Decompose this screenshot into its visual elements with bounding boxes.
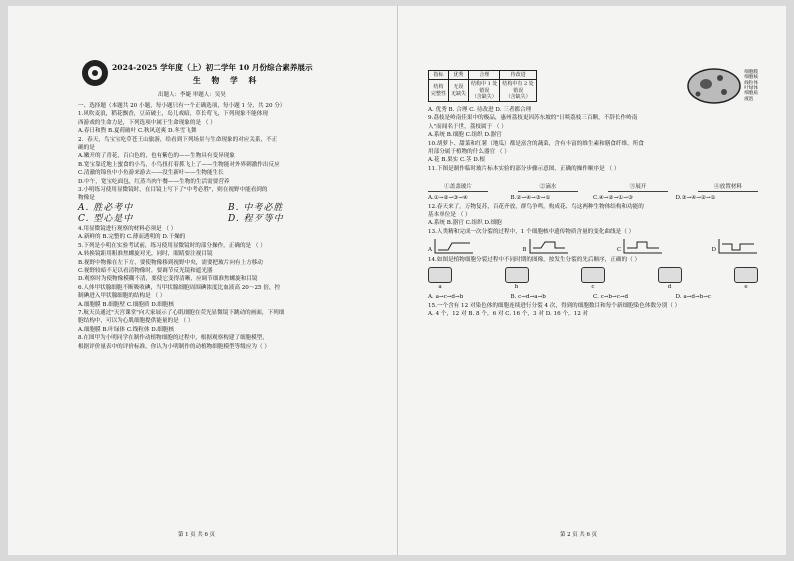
exam-staff: 出题人：李婕 审题人：吴昊	[158, 92, 226, 98]
text-line: 11.下图是制作临时玻片标本实验的部分步骤示意图，正确的操作顺序是 （ ）	[428, 165, 620, 172]
text-line: 西游戏的生命力是，下列选项中属于生命现象的是 （ ）	[78, 119, 216, 126]
text-line: 人"而闻名于世，荔枝属于 （ ）	[428, 123, 507, 130]
page-divider	[397, 6, 398, 555]
q8-figure	[428, 66, 758, 106]
graph-label: D	[711, 246, 716, 253]
table-cell: 结构中 1 处 错误 （含缺失）	[469, 80, 500, 102]
cell-image-icon	[581, 267, 605, 283]
curve-graph-icon	[529, 238, 569, 254]
text-line: 用部分属于植物的什么器官 （ ）	[428, 149, 510, 156]
page-two-questions	[428, 66, 758, 318]
text-line: A.花 B.果实 C.茎 D.根	[428, 157, 485, 164]
text-line: A.细胞膜 B.叶绿体 C.线粒体 D.细胞核	[78, 326, 175, 333]
text-line: 9.荔枝是岭南佳果中的极品，惠州荔枝更因苏东坡的"日啖荔枝三百颗，不辞长作岭南	[428, 115, 638, 122]
step-label: ①盖盖玻片	[444, 183, 472, 190]
cell-image-icon	[658, 267, 682, 283]
option: D. 程歹等中	[228, 213, 284, 224]
text-line: 基本单位是 （ ）	[428, 212, 471, 219]
step-figure	[698, 175, 758, 192]
cell-stage-label: b	[514, 283, 519, 290]
curve-graph-icon	[434, 238, 474, 254]
option: D. a→d→b→c	[675, 294, 712, 301]
text-line: A.细胞膜 B.细胞壁 C.细胞质 D.细胞核	[78, 301, 175, 308]
graph-option	[522, 238, 568, 254]
page-footer: 第 2 页 共 6 页	[560, 531, 597, 538]
text-line: 确的是	[78, 145, 95, 152]
text-line: A. 优秀 B. 合理 C. 待改进 D. 三者都合理	[428, 107, 532, 113]
table-cell: 结构中有 2 处 错误 （含缺失）	[500, 80, 536, 102]
cell-stage	[428, 267, 452, 291]
text-line: 制碘进入甲状腺细胞的结构是 （ ）	[78, 293, 166, 300]
text-line: A.系统 B.细胞 C.组织 D.器官	[428, 132, 502, 139]
option: C.④→②→①→③	[593, 195, 633, 202]
cell-stage-label: e	[744, 283, 748, 290]
text-line: 根据评价量表中的评价标准，你认为小明制作的动植物细胞模型等级应为（ ）	[78, 343, 270, 350]
text-line: 胞结构中，可以为心肌细胞提供能量的是 （ ）	[78, 318, 194, 325]
text-line: 10.胡萝卜、甜菜和红薯（地瓜）都是富含的蔬菜，含有丰富的维生素和膳食纤维，所食	[428, 140, 644, 147]
cell-stage	[734, 267, 758, 291]
q3-options	[78, 214, 378, 225]
text-line: 12.春天来了，万物复苏，百花齐放，群鸟争鸣，构成花、鸟这两种生物体结构和功能的	[428, 203, 644, 210]
cell-label: 线粒体	[744, 80, 758, 86]
table-cell: 无误 无缺失	[449, 80, 469, 102]
text-line: A.系统 B.器官 C.组织 D.细胞	[428, 220, 502, 227]
text-line: 14.如图是植物细胞分裂过程中不同时期的图像，按发生分裂的先后顺序，正确的（ ）	[428, 257, 641, 264]
cell-stage-label: a	[438, 283, 442, 290]
step-figure	[608, 175, 668, 192]
q11-steps-figure	[428, 173, 758, 194]
cell-label: 细胞膜	[744, 69, 758, 75]
page-one-questions	[78, 102, 378, 351]
page-one	[8, 6, 394, 555]
option: D.③→④→②→①	[675, 195, 716, 202]
cell-stage-label: c	[591, 283, 595, 290]
text-line: C.清澈的锦鱼中小鱼游来游去——没生新叶——生物能生长	[78, 170, 224, 177]
option: B.②→④→③→①	[510, 195, 551, 202]
text-line: B.宽宝靠近地上蜜食的小鸟，小鸟扭打着抓飞上了——生物能对外界刺激作出反应	[78, 161, 280, 168]
q13-graphs	[428, 236, 758, 256]
text-line: 一、选择题（本题共 20 小题，每小题只有一个正确选项，每小题 1 分，共 20 分）	[78, 103, 286, 109]
page-two	[400, 6, 786, 555]
subject-title: 生 物 学 科	[193, 76, 261, 85]
cell-label: 叶绿体	[744, 86, 758, 91]
text-line: A. 4 个，12 对 B. 8 个，6 对 C. 16 个，3 对 D. 16 个，12 对	[428, 310, 589, 317]
cell-labels	[744, 70, 758, 102]
option: C. c→b→c→d	[593, 294, 629, 301]
step-label: ③展开	[629, 183, 647, 190]
text-line: 13.人类精和完成一次分裂的过程中，1 个细胞核中遗传物质含量的变化曲线是（ ）	[428, 228, 635, 235]
step-figure	[518, 175, 578, 192]
graph-option	[617, 238, 663, 254]
curve-graph-icon	[718, 238, 758, 254]
cell-label: 细胞核	[744, 75, 758, 81]
curve-graph-icon	[623, 238, 663, 254]
cell-stage	[505, 267, 529, 291]
text-line: B.视野中物像在左下方，要使物像移到视野中央，需要把玻片向有上方移动	[78, 259, 263, 266]
text-line: 7.航天员通过"天宫课堂"向大家展示了心肌细胞在荧光显微镜下跳动的画面，下列细	[78, 309, 285, 316]
evaluation-table	[428, 70, 537, 103]
text-line: A.嫩开的了青花，百白色的，也有紫色的——生物具有变异现象	[78, 153, 235, 160]
cell-stage	[658, 267, 682, 291]
cell-stage	[581, 267, 605, 291]
text-line: 3.小明练习使用显微镜时，在目镜上写下了"中考必胜"，则在视野中能看到的	[78, 187, 268, 194]
table-header: 合理	[469, 70, 500, 79]
cell-model-figure	[686, 66, 758, 106]
text-line: 4.用显微镜进行观察的材料必须是 （ ）	[78, 225, 177, 232]
option: B. c→d→a→b	[510, 294, 546, 301]
text-line: C.视野较暗不足以看清物像时，要调节反光镜和遮光器	[78, 267, 213, 274]
q3-options	[78, 203, 378, 214]
exam-title: 2024-2025 学年度（上）初二学年 10 月份综合素养展示	[112, 63, 313, 72]
text-line: 2．春天，鸟宝宝吃草苍王山旅游，给看到下列场景与生命现象的对应关系，不正	[78, 136, 278, 143]
step-label: ④放置材料	[714, 183, 742, 190]
step-label: ②滴水	[539, 183, 557, 190]
text-line: 8.在图甲为小明同学在制作动植物细胞的过程中，根据观察构建了细胞模型，	[78, 335, 268, 342]
option: A.①→②→③→④	[428, 195, 468, 202]
text-line: A.春日和煦 B.夏荷破叶 C.秋风送爽 D.冬雪飞舞	[78, 128, 197, 135]
cell-image-icon	[428, 267, 452, 283]
q14-cell-figures	[428, 265, 758, 293]
text-line: A.新鲜的 B.完整的 C.薄而透明的 D.干燥的	[78, 234, 186, 241]
cell-image-icon	[505, 267, 529, 283]
table-header: 待改进	[500, 70, 536, 79]
text-line: D.观察时为使物像模糊不清，要使它变得清晰，应调节细准焦螺旋和目镜	[78, 276, 258, 283]
text-line: A.转换镜距用粗准焦螺旋对光，同时，眼睛要注视目镜	[78, 251, 213, 258]
graph-label: C	[616, 246, 622, 253]
text-line: 物像是	[78, 195, 95, 202]
text-line: 1.风吹麦浪，稻花飘香，豆苗破土，岛儿戏暗，草长莺飞，下列现象不能体现	[78, 111, 268, 118]
option: A. 胜必考中	[78, 202, 134, 213]
q14-options	[428, 293, 758, 301]
option: B. 中考必胜	[228, 202, 284, 213]
cell-label: 细胞质	[744, 91, 758, 97]
cell-label: 液泡	[744, 96, 754, 102]
cell-stage-label: d	[667, 283, 672, 290]
text-line: 5.下列是小明在实验考试前，练习使用显微镜时的部分操作，正确的是 （ ）	[78, 242, 266, 249]
graph-option	[428, 238, 474, 254]
option: A. a→c→d→b	[428, 294, 464, 301]
text-line: 6.人体甲状腺细胞不断吸收碘，当甲状腺细胞周围碘浓度比血液高 20～25 倍，控	[78, 284, 281, 291]
graph-option	[711, 238, 758, 254]
graph-label: A	[428, 246, 433, 253]
exam-sheet	[8, 6, 786, 555]
option: C. 型心是中	[78, 213, 134, 224]
page-footer: 第 1 页 共 6 页	[178, 531, 215, 538]
text-line: 15.一个含有 12 对染色体的细胞连续进行分裂 4 次，得到的细胞数目和每个新细胞染色体数分别（ ）	[428, 302, 681, 309]
step-figure	[428, 175, 488, 192]
text-line: D.中午，宽宝吃面包，红蒸当肉午餐——生物的生活需要营养	[78, 178, 230, 185]
q11-options	[428, 194, 758, 202]
table-header: 优秀	[449, 70, 469, 79]
table-cell: 结构 完整性	[429, 80, 449, 102]
school-logo-icon	[82, 60, 108, 86]
graph-label: B	[522, 246, 527, 253]
table-header: 指标	[429, 70, 449, 79]
plant-cell-diagram-icon	[686, 66, 742, 106]
cell-image-icon	[734, 267, 758, 283]
